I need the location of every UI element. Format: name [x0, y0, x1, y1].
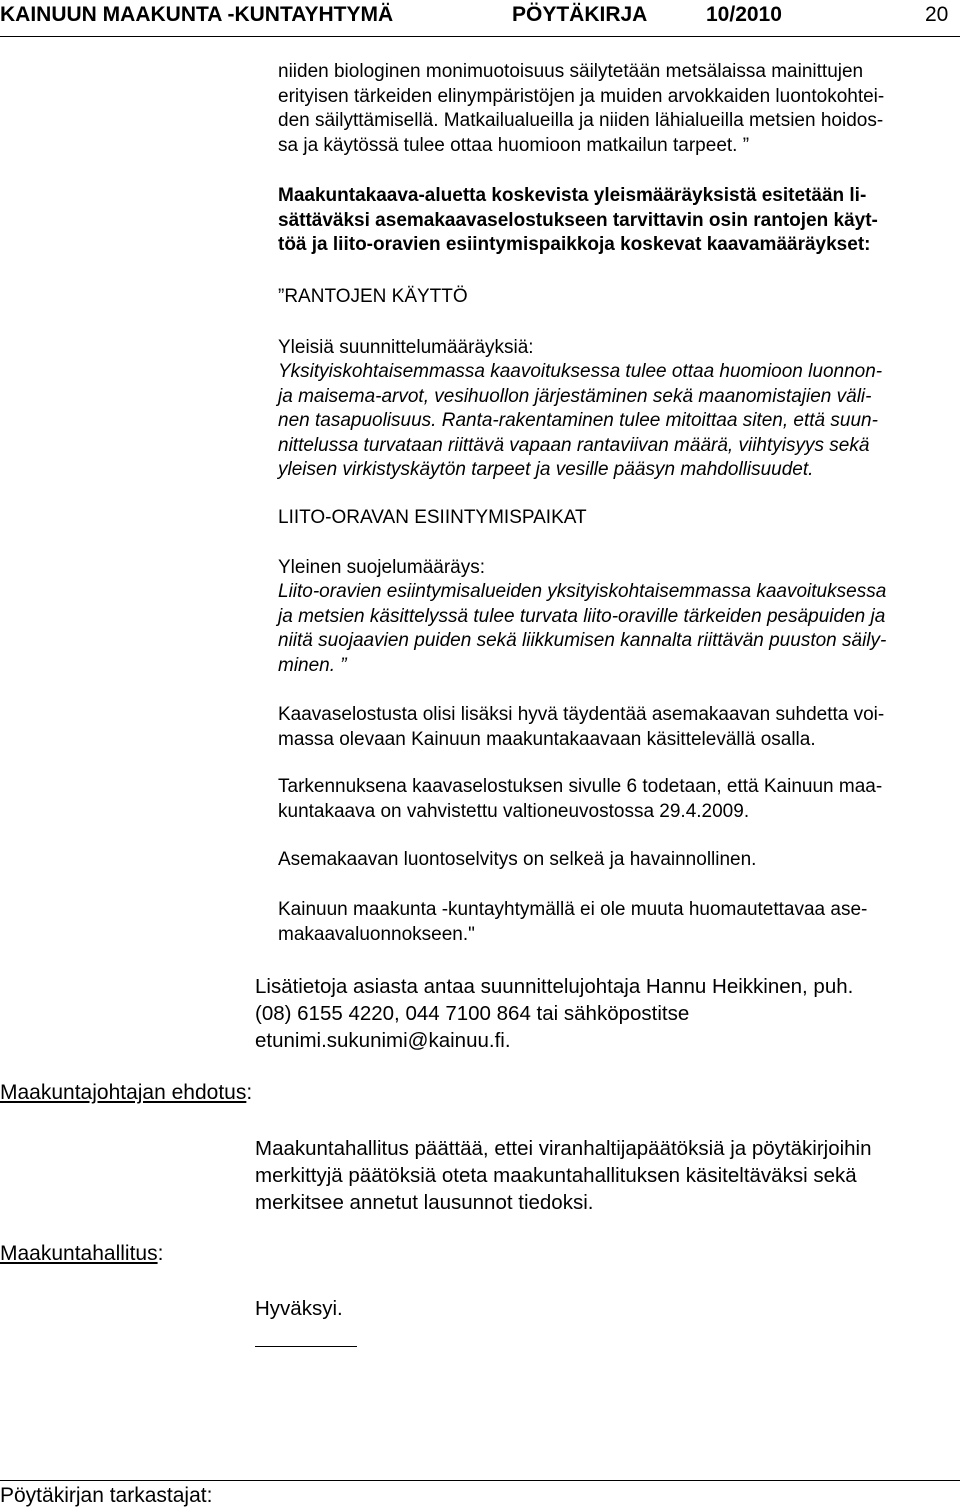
proposal-label-text: Maakuntajohtajan ehdotus	[0, 1081, 247, 1104]
section-heading-rantojen-kaytto	[278, 285, 468, 310]
text-line: minen. ”	[278, 654, 347, 676]
text-line: niiden biologinen monimuotoisuus säilytetään metsälaissa mainittujen	[278, 61, 864, 82]
text-line: sa ja käytössä tulee ottaa huomioon matkailun tarpeet. ”	[278, 134, 750, 156]
proposal-text	[255, 1135, 872, 1216]
heading-text: ”RANTOJEN KÄYTTÖ	[278, 286, 468, 307]
page-number: 20	[925, 3, 949, 26]
document-number: 10/2010	[706, 3, 782, 26]
subheading-text: Yleinen suojelumääräys:	[278, 557, 486, 578]
text-line: merkittyjä päätöksiä oteta maakuntahallituksen käsiteltäväksi sekä	[255, 1164, 857, 1187]
contact-info-paragraph	[255, 973, 853, 1054]
text-line: ja maisema-arvot, vesihuollon järjestäminen sekä maanomistajien väli-	[278, 385, 872, 407]
quote-paragraph-4	[278, 775, 882, 824]
subheading-text: Yleisiä suunnittelumääräyksiä:	[278, 337, 534, 358]
quote-paragraph-bold	[278, 184, 878, 258]
organization-name: KAINUUN MAAKUNTA -KUNTAYHTYMÄ	[0, 3, 394, 26]
text-line: töä ja liito-oravien esiintymispaikkoja koskevat kaavamääräykset:	[278, 234, 871, 255]
text-line: Kainuun maakunta -kuntayhtymällä ei ole muuta huomautettavaa ase-	[278, 899, 868, 920]
quote-italic-paragraph-2	[278, 580, 886, 678]
text-line: yleisen virkistyskäytön tarpeet ja vesille pääsyn mahdollisuudet.	[278, 459, 814, 480]
decision-label	[0, 1242, 163, 1266]
label-colon: :	[246, 1081, 253, 1104]
decision-label-text: Maakuntahallitus	[0, 1242, 158, 1265]
quote-paragraph-6	[278, 898, 867, 947]
text-line: Hyväksyi.	[255, 1297, 343, 1320]
page-header	[0, 0, 960, 37]
text-line: ja metsien käsittelyssä tulee turvata liito-oraville tärkeiden pesäpuiden ja	[278, 605, 886, 627]
decision-underline	[255, 1346, 357, 1347]
quote-paragraph-5	[278, 848, 756, 873]
text-line: niitä suojaavien puiden sekä liikkumisen kannalta riittävän puuston säily-	[278, 630, 887, 651]
text-line: Maakuntakaava-aluetta koskevista yleismääräyksistä esitetään li-	[278, 185, 867, 206]
label-colon: :	[157, 1242, 164, 1265]
section-heading-liito-orava	[278, 506, 587, 531]
text-line: Lisätietoja asiasta antaa suunnittelujohtaja Hannu Heikkinen, puh.	[255, 975, 854, 998]
text-line: makaavaluonnokseen."	[278, 923, 475, 945]
text-line: nen tasapuolisuus. Ranta-rakentaminen tulee mitoittaa siten, että suun-	[278, 410, 878, 431]
footer-rule	[0, 1480, 960, 1481]
text-line: etunimi.sukunimi@kainuu.fi.	[255, 1029, 511, 1052]
text-line: sättäväksi asemakaavaselostukseen tarvittavin osin rantojen käyt-	[278, 209, 878, 231]
text-line: nittelussa turvataan riittävä vapaan rantaviivan määrä, viihtyisyys sekä	[278, 434, 870, 456]
text-line: den säilyttämisellä. Matkailualueilla ja niiden lähialueilla metsien hoidos-	[278, 110, 884, 131]
subheading-suunnittelumaaraykset	[278, 336, 534, 361]
document-type: PÖYTÄKIRJA	[512, 3, 648, 26]
text-line: erityisen tärkeiden elinympäristöjen ja muiden arvokkaiden luontokohtei-	[278, 85, 885, 107]
text-line: Yksityiskohtaisemmassa kaavoituksessa tulee ottaa huomioon luonnon-	[278, 361, 883, 382]
text-line: Maakuntahallitus päättää, ettei viranhaltijapäätöksiä ja pöytäkirjoihin	[255, 1137, 872, 1160]
text-line: Tarkennuksena kaavaselostuksen sivulle 6 todetaan, että Kainuun maa-	[278, 776, 883, 797]
quote-paragraph-1	[278, 60, 884, 158]
heading-text: LIITO-ORAVAN ESIINTYMISPAIKAT	[278, 507, 587, 528]
text-line: Asemakaavan luontoselvitys on selkeä ja havainnollinen.	[278, 849, 757, 870]
text-line: Kaavaselostusta olisi lisäksi hyvä täydentää asemakaavan suhdetta voi-	[278, 704, 885, 725]
quote-paragraph-3	[278, 703, 884, 752]
text-line: Liito-oravien esiintymisalueiden yksityiskohtaisemmassa kaavoituksessa	[278, 581, 887, 602]
decision-text	[255, 1295, 343, 1322]
minutes-reviewers-label: Pöytäkirjan tarkastajat:	[0, 1484, 213, 1507]
subheading-suojelumaarays	[278, 556, 485, 581]
proposal-label	[0, 1081, 252, 1105]
text-line: (08) 6155 4220, 044 7100 864 tai sähköpostitse	[255, 1002, 690, 1025]
text-line: merkitsee annetut lausunnot tiedoksi.	[255, 1191, 594, 1214]
text-line: massa olevaan Kainuun maakuntakaavaan käsittelevällä osalla.	[278, 728, 816, 750]
quote-italic-paragraph-1	[278, 360, 882, 483]
text-line: kuntakaava on vahvistettu valtioneuvostossa 29.4.2009.	[278, 800, 750, 822]
